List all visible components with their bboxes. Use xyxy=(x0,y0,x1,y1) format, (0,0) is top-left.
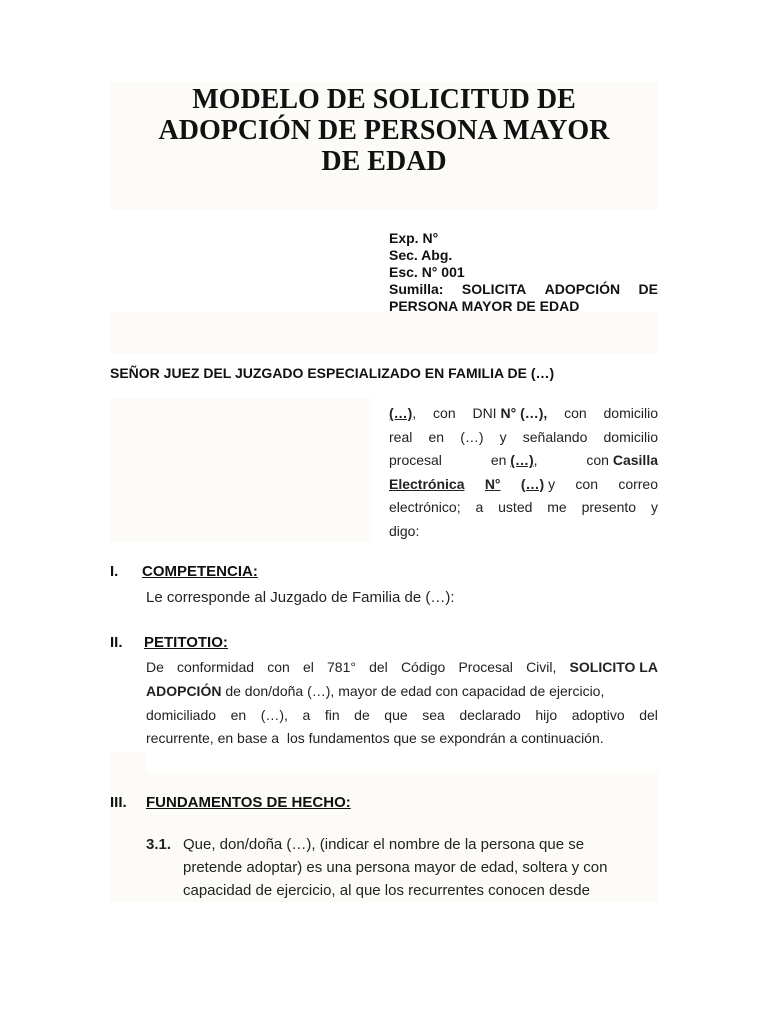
intro-word: (…) xyxy=(460,428,484,445)
intro-fragment: N° xyxy=(484,475,501,492)
intro-word: electrónico; xyxy=(389,499,461,516)
sumilla-word: ADOPCIÓN xyxy=(544,281,621,297)
intro-fragment xyxy=(472,402,547,426)
section-heading-petitorio xyxy=(110,634,228,651)
intro-fragment: procesal xyxy=(389,452,442,469)
intro-word: presento xyxy=(581,499,637,516)
petitorio-word: Civil, xyxy=(526,659,557,675)
intro-fragment: correo xyxy=(618,475,658,492)
intro-fragment: DNI xyxy=(472,405,497,421)
intro-fragment: y xyxy=(548,475,556,492)
intro-line xyxy=(389,426,658,450)
petitorio-word: 781° xyxy=(327,659,356,675)
sumilla-continuation: PERSONA MAYOR DE EDAD xyxy=(389,298,580,314)
intro-word: a xyxy=(475,499,484,516)
intro-line xyxy=(389,449,658,473)
sumilla-word: DE xyxy=(638,281,658,297)
intro-line xyxy=(389,496,658,520)
petitorio-word: domiciliado xyxy=(146,706,217,723)
petitorio-word: hijo xyxy=(535,706,558,723)
intro-word: me xyxy=(547,499,567,516)
petitorio-word: del xyxy=(639,706,658,723)
intro-fragment: Casilla xyxy=(612,452,658,469)
petitorio-line xyxy=(146,680,658,704)
intro-line xyxy=(389,473,658,497)
intro-word: domicilio xyxy=(603,428,658,445)
petitorio-emphasis: SOLICITO LA xyxy=(569,659,658,675)
fundamento-line: capacidad de ejercicio, al que los recurrentes conocen desde xyxy=(183,882,590,899)
intro-fragment: (…) xyxy=(520,475,545,492)
fundamento-3-1 xyxy=(146,833,658,902)
petitorio-word: en xyxy=(230,706,247,723)
title-line: ADOPCIÓN DE PERSONA MAYOR xyxy=(158,115,610,146)
title-line: MODELO DE SOLICITUD DE xyxy=(192,84,576,115)
title-line: DE EDAD xyxy=(321,146,447,177)
petitorio-emphasis: ADOPCIÓN xyxy=(146,682,222,699)
fundamento-text: Que, don/doña (…), (indicar el nombre de la persona que se xyxy=(183,836,585,853)
section-number: I. xyxy=(110,563,119,580)
intro-fragment: con xyxy=(433,405,456,421)
intro-fragment xyxy=(586,449,658,473)
section-title: COMPETENCIA: xyxy=(142,563,258,580)
sec-abg: Sec. Abg. xyxy=(389,247,453,263)
esc-number: Esc. N° 001 xyxy=(389,264,465,280)
intro-word: en xyxy=(428,428,445,445)
intro-fragment: , xyxy=(412,405,417,421)
intro-fragment: con xyxy=(586,452,609,469)
section-number: II. xyxy=(110,634,123,651)
petitorio-word: sea xyxy=(422,706,445,723)
intro-word: señalando xyxy=(522,428,588,445)
petitorio-line xyxy=(146,656,658,680)
section-heading-fundamentos xyxy=(110,794,351,811)
fundamento-line: pretende adoptar) es una persona mayor de edad, soltera y con xyxy=(183,859,608,876)
intro-line: digo: xyxy=(389,522,420,539)
intro-word: real xyxy=(389,428,413,445)
intro-fragment: en xyxy=(490,452,507,469)
petitorio-word: de xyxy=(354,706,370,723)
petitorio-word: a xyxy=(302,706,311,723)
intro-word: y xyxy=(499,428,507,445)
petitorio-word: fin xyxy=(324,706,340,723)
petitorio-word: con xyxy=(267,659,290,675)
petitorio-word: De xyxy=(146,659,164,675)
petitorio-word: Procesal xyxy=(458,659,513,675)
case-header-block xyxy=(389,230,658,315)
petitorio-paragraph xyxy=(146,656,658,751)
petitorio-word: adoptivo xyxy=(571,706,625,723)
sumilla-word: SOLICITA xyxy=(461,281,527,297)
sumilla-label: Sumilla: xyxy=(389,281,444,297)
intro-fragment: Electrónica xyxy=(389,475,465,492)
intro-fragment xyxy=(389,402,416,426)
addressee-line: SEÑOR JUEZ DEL JUZGADO ESPECIALIZADO EN FAMILIA DE (…) xyxy=(110,365,555,381)
intro-fragment xyxy=(521,473,555,497)
intro-fragment xyxy=(491,449,538,473)
intro-word: y xyxy=(650,499,658,516)
intro-fragment: (…) xyxy=(510,452,534,469)
petitorio-word: conformidad xyxy=(177,659,255,675)
intro-fragment: (…) xyxy=(389,405,413,421)
intro-fragment: con xyxy=(575,475,598,492)
petitorio-word: que xyxy=(384,706,408,723)
petitorio-word: declarado xyxy=(459,706,521,723)
intro-word: usted xyxy=(498,499,533,516)
intro-fragment: , xyxy=(533,452,538,469)
petitorio-word: (…), xyxy=(260,706,288,723)
fundamento-line xyxy=(146,833,658,856)
petitorio-line: recurrente, en base a los fundamentos que se expondrán a continuación. xyxy=(146,730,604,747)
intro-side-band xyxy=(110,398,372,542)
petitorio-word: Código xyxy=(400,659,446,675)
section-number: III. xyxy=(110,794,127,811)
section-title: FUNDAMENTOS DE HECHO: xyxy=(146,794,351,811)
sumilla-line xyxy=(389,281,658,298)
section-heading-competencia xyxy=(110,563,258,580)
intro-fragment: con xyxy=(564,405,587,421)
section-gap-band xyxy=(110,752,146,774)
petitorio-text: de don/doña (…), mayor de edad con capacidad de ejercicio, xyxy=(221,682,605,699)
intro-fragment: domicilio xyxy=(603,405,658,421)
competencia-text: Le corresponde al Juzgado de Familia de (…): xyxy=(146,589,455,606)
exp-number: Exp. N° xyxy=(389,230,439,246)
intro-paragraph xyxy=(389,402,658,544)
intro-fragment: N° (…), xyxy=(500,405,548,421)
fundamento-number: 3.1. xyxy=(146,836,172,853)
gap-band xyxy=(110,312,658,354)
petitorio-line xyxy=(146,704,658,728)
section-title: PETITOTIO: xyxy=(144,634,228,651)
petitorio-word: el xyxy=(302,659,314,675)
intro-line xyxy=(389,402,658,426)
document-title xyxy=(110,84,658,177)
petitorio-word: del xyxy=(369,659,388,675)
